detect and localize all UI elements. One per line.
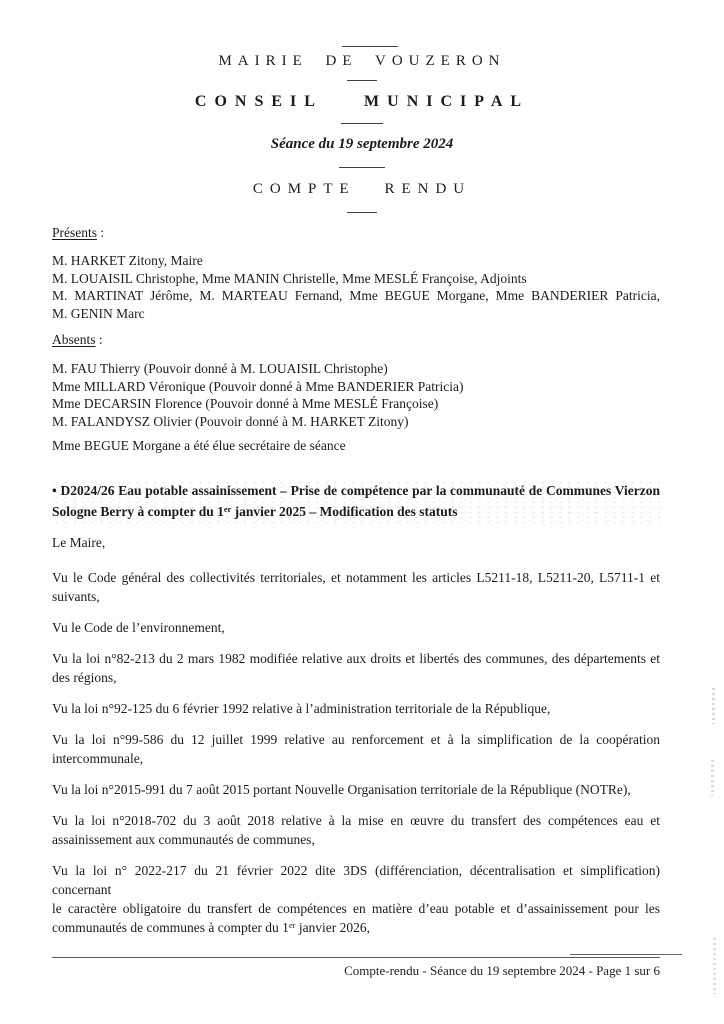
text-segment: Sologne Berry à compter du 1 xyxy=(52,504,224,519)
text-segment: communautés de communes à compter du 1 xyxy=(52,920,289,935)
session-date: Séance du 19 septembre 2024 xyxy=(270,136,454,152)
text-segment: janvier 2025 – Modification des statuts xyxy=(231,504,458,519)
text-segment: janvier 2026, xyxy=(295,920,371,935)
text-line xyxy=(52,861,660,899)
text-line: Mme DECARSIN Florence (Pouvoir donné à Mme MESLÉ Françoise) xyxy=(52,396,439,411)
body-paragraph xyxy=(52,780,660,799)
text-segment: Vu le Code de l’environnement, xyxy=(52,620,225,635)
text-segment: Vu la loi n°2018-702 du 3 août 2018 relative à la mise en œuvre du transfert des compétences eau et xyxy=(52,813,660,828)
separator-rule xyxy=(341,123,383,124)
body-paragraph xyxy=(52,861,660,939)
text-segment: Vu la loi n°92-125 du 6 février 1992 relative à l’administration territoriale de la République, xyxy=(52,701,551,716)
text-segment: intercommunale, xyxy=(52,751,144,766)
text-line: M. HARKET Zitony, Maire xyxy=(52,253,203,268)
text-line xyxy=(52,811,660,830)
scan-artifact xyxy=(712,688,715,724)
text-segment: Vu la loi n°82-213 du 2 mars 1982 modifiée relative aux droits et libertés des communes, des départements et xyxy=(52,651,660,666)
footer-rule-fragment xyxy=(570,954,682,955)
footer-rule xyxy=(52,957,660,958)
text-line xyxy=(52,618,660,637)
document-header xyxy=(0,0,724,213)
body-paragraph xyxy=(52,649,660,687)
text-line xyxy=(52,568,660,587)
text-line: M. FALANDYSZ Olivier (Pouvoir donné à M. HARKET Zitony) xyxy=(52,413,409,429)
salutation: Le Maire, xyxy=(52,535,106,550)
body-paragraph xyxy=(52,730,660,768)
text-segment: des régions, xyxy=(52,670,117,685)
text-segment: • D2024/26 Eau potable assainissement – Prise de compétence par la communauté de Communes Vierzon xyxy=(52,483,660,498)
text-line xyxy=(52,649,660,668)
secretary-note: Mme BEGUE Morgane a été élue secrétaire de séance xyxy=(52,438,346,453)
text-line: M. FAU Thierry (Pouvoir donné à M. LOUAISIL Christophe) xyxy=(52,361,388,376)
superscript: er xyxy=(288,921,296,931)
text-line xyxy=(52,899,660,918)
text-segment: M. MARTINAT Jérôme, M. MARTEAU Fernand, Mme BEGUE Morgane, Mme BANDERIER Patricia, xyxy=(52,288,660,303)
text-segment: Vu le Code général des collectivités territoriales, et notamment les articles L5211-18, L5211-20, L5711-1 et xyxy=(52,570,660,585)
text-line xyxy=(52,749,660,768)
text-segment: suivants, xyxy=(52,589,100,604)
text-line: M. LOUAISIL Christophe, Mme MANIN Christelle, Mme MESLÉ Françoise, Adjoints xyxy=(52,270,527,286)
body-paragraph xyxy=(52,699,660,718)
label-colon: : xyxy=(95,332,103,347)
council-title: CONSEIL MUNICIPAL xyxy=(194,93,530,110)
absents-list xyxy=(52,360,660,430)
body-paragraph xyxy=(52,811,660,849)
separator-rule xyxy=(339,167,385,168)
text-segment: Vu la loi n°2015-991 du 7 août 2015 portant Nouvelle Organisation territoriale de la République (NOTRe), xyxy=(52,782,631,797)
text-line xyxy=(52,780,660,799)
text-segment: assainissement aux communautés de communes, xyxy=(52,832,315,847)
presents-label-text: Présents xyxy=(52,225,97,240)
scan-artifact xyxy=(711,760,714,796)
document-body xyxy=(52,224,660,951)
text-line xyxy=(52,587,660,606)
text-line xyxy=(52,699,660,718)
absents-label-text: Absents xyxy=(52,332,96,347)
separator-rule xyxy=(347,80,377,81)
deliberation-heading xyxy=(52,480,660,524)
text-line: M. GENIN Marc xyxy=(52,305,145,321)
text-segment: le caractère obligatoire du transfert de compétences en matière d’eau potable et d’assainissement pour les xyxy=(52,901,660,916)
body-paragraph xyxy=(52,618,660,637)
legal-paragraphs xyxy=(52,568,660,939)
presents-list xyxy=(52,252,660,322)
separator-rule xyxy=(347,212,377,213)
body-paragraph xyxy=(52,568,660,606)
footer-page-info: Compte-rendu - Séance du 19 septembre 2024 - Page 1 sur 6 xyxy=(344,963,660,978)
absents-label xyxy=(52,331,660,348)
text-line xyxy=(52,830,660,849)
superscript: er xyxy=(223,505,232,515)
text-line: Mme MILLARD Véronique (Pouvoir donné à Mme BANDERIER Patricia) xyxy=(52,378,464,394)
text-segment: Vu la loi n°99-586 du 12 juillet 1999 relative au renforcement et à la simplification de la coopération xyxy=(52,732,660,747)
text-line xyxy=(52,668,660,687)
text-segment: Vu la loi n° 2022-217 du 21 février 2022 dite 3DS (différenciation, décentralisation et simplification) concernant xyxy=(52,863,660,897)
scan-artifact xyxy=(713,938,716,994)
doc-type-title: COMPTE RENDU xyxy=(252,181,472,197)
presents-label xyxy=(52,224,660,241)
text-line xyxy=(52,918,660,939)
text-line xyxy=(52,287,660,305)
header-top-rule xyxy=(342,46,398,47)
org-title: MAIRIE DE VOUZERON xyxy=(218,53,506,69)
text-line xyxy=(52,501,660,524)
text-line xyxy=(52,480,660,501)
label-colon: : xyxy=(97,225,105,240)
text-line xyxy=(52,730,660,749)
